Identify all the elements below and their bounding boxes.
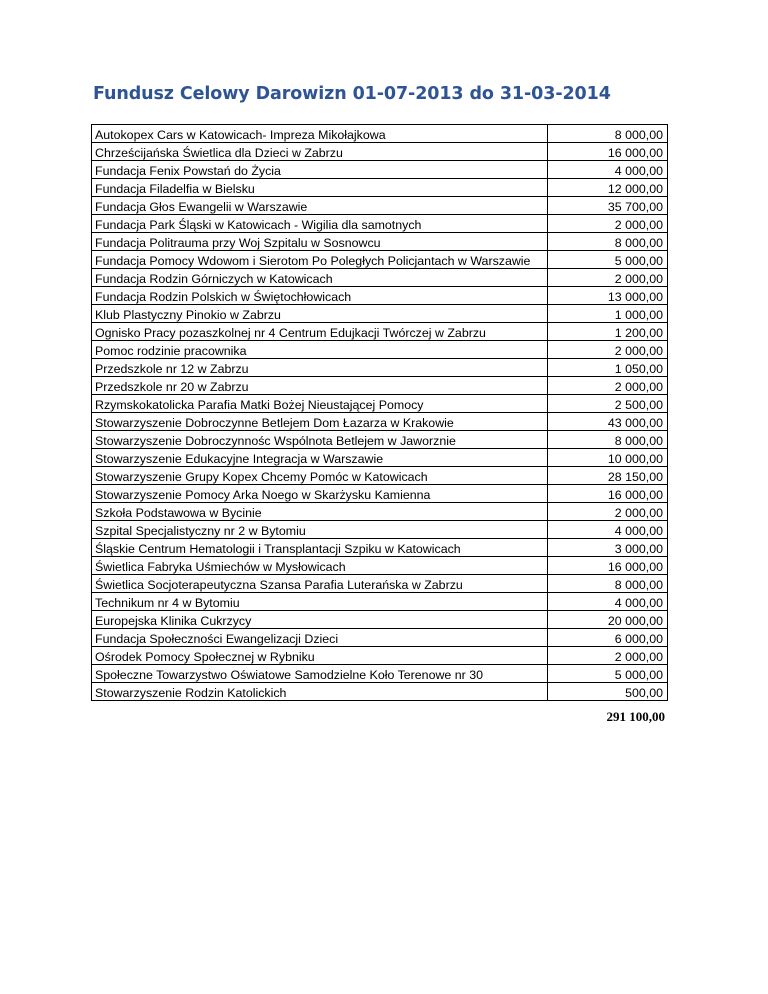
recipient-name: Szpital Specjalistyczny nr 2 w Bytomiu [92,521,548,539]
recipient-name: Szkoła Podstawowa w Bycinie [92,503,548,521]
table-row [92,197,668,215]
table-row [92,647,668,665]
table-row [92,143,668,161]
table-row [92,377,668,395]
donation-amount: 4 000,00 [548,593,668,611]
recipient-name: Chrześcijańska Świetlica dla Dzieci w Zabrzu [92,143,548,161]
table-row [92,683,668,701]
table-row [92,449,668,467]
donation-amount: 2 000,00 [548,215,668,233]
recipient-name: Rzymskokatolicka Parafia Matki Bożej Nieustającej Pomocy [92,395,548,413]
recipient-name: Przedszkole nr 12 w Zabrzu [92,359,548,377]
recipient-name: Przedszkole nr 20 w Zabrzu [92,377,548,395]
table-row [92,305,668,323]
recipient-name: Fundacja Fenix Powstań do Życia [92,161,548,179]
recipient-name: Fundacja Głos Ewangelii w Warszawie [92,197,548,215]
donation-amount: 28 150,00 [548,467,668,485]
recipient-name: Ośrodek Pomocy Społecznej w Rybniku [92,647,548,665]
table-row [92,665,668,683]
donation-amount: 1 200,00 [548,323,668,341]
table-row [92,575,668,593]
donation-amount: 2 000,00 [548,341,668,359]
donation-amount: 500,00 [548,683,668,701]
donation-amount: 2 000,00 [548,269,668,287]
table-row [92,323,668,341]
table-row [92,467,668,485]
table-row [92,179,668,197]
donation-amount: 8 000,00 [548,575,668,593]
table-row [92,431,668,449]
table-row [92,503,668,521]
table-row [92,629,668,647]
recipient-name: Stowarzyszenie Edukacyjne Integracja w Warszawie [92,449,548,467]
recipient-name: Stowarzyszenie Grupy Kopex Chcemy Pomóc w Katowicach [92,467,548,485]
total-amount: 291 100,00 [606,709,665,724]
donation-amount: 5 000,00 [548,665,668,683]
recipient-name: Fundacja Filadelfia w Bielsku [92,179,548,197]
recipient-name: Stowarzyszenie Dobroczynne Betlejem Dom Łazarza w Krakowie [92,413,548,431]
table-row [92,593,668,611]
donation-amount: 4 000,00 [548,521,668,539]
recipient-name: Fundacja Społeczności Ewangelizacji Dzieci [92,629,548,647]
donation-amount: 16 000,00 [548,557,668,575]
donation-amount: 10 000,00 [548,449,668,467]
recipient-name: Fundacja Politrauma przy Woj Szpitalu w Sosnowcu [92,233,548,251]
donation-amount: 1 000,00 [548,305,668,323]
table-row [92,557,668,575]
donation-amount: 5 000,00 [548,251,668,269]
donations-table [91,124,668,701]
table-row [92,251,668,269]
table-row [92,395,668,413]
donation-amount: 16 000,00 [548,485,668,503]
donation-amount: 16 000,00 [548,143,668,161]
recipient-name: Społeczne Towarzystwo Oświatowe Samodzielne Koło Terenowe nr 30 [92,665,548,683]
donation-amount: 20 000,00 [548,611,668,629]
recipient-name: Europejska Klinika Cukrzycy [92,611,548,629]
recipient-name: Stowarzyszenie Rodzin Katolickich [92,683,548,701]
table-row [92,269,668,287]
table-row [92,341,668,359]
table-row [92,161,668,179]
donation-amount: 35 700,00 [548,197,668,215]
donation-amount: 13 000,00 [548,287,668,305]
recipient-name: Fundacja Rodzin Górniczych w Katowicach [92,269,548,287]
donation-amount: 8 000,00 [548,233,668,251]
recipient-name: Ognisko Pracy pozaszkolnej nr 4 Centrum Edujkacji Twórczej w Zabrzu [92,323,548,341]
recipient-name: Świetlica Fabryka Uśmiechów w Mysłowicach [92,557,548,575]
table-row [92,287,668,305]
donation-amount: 6 000,00 [548,629,668,647]
donation-amount: 8 000,00 [548,125,668,143]
recipient-name: Klub Plastyczny Pinokio w Zabrzu [92,305,548,323]
recipient-name: Stowarzyszenie Dobroczynnośc Wspólnota Betlejem w Jaworznie [92,431,548,449]
donation-amount: 2 000,00 [548,503,668,521]
donation-amount: 2 500,00 [548,395,668,413]
table-row [92,413,668,431]
donation-amount: 1 050,00 [548,359,668,377]
donation-amount: 3 000,00 [548,539,668,557]
table-row [92,485,668,503]
recipient-name: Technikum nr 4 w Bytomiu [92,593,548,611]
recipient-name: Fundacja Pomocy Wdowom i Sierotom Po Poległych Policjantach w Warszawie [92,251,548,269]
page-title: Fundusz Celowy Darowizn 01-07-2013 do 31-03-2014 [93,84,611,104]
recipient-name: Świetlica Socjoterapeutyczna Szansa Parafia Luterańska w Zabrzu [92,575,548,593]
table-row [92,215,668,233]
recipient-name: Autokopex Cars w Katowicach- Impreza Mikołajkowa [92,125,548,143]
table-row [92,125,668,143]
table-row [92,521,668,539]
recipient-name: Śląskie Centrum Hematologii i Transplantacji Szpiku w Katowicach [92,539,548,557]
recipient-name: Stowarzyszenie Pomocy Arka Noego w Skarżysku Kamienna [92,485,548,503]
recipient-name: Pomoc rodzinie pracownika [92,341,548,359]
donation-amount: 4 000,00 [548,161,668,179]
table-row [92,539,668,557]
donation-amount: 43 000,00 [548,413,668,431]
table-row [92,359,668,377]
donation-amount: 8 000,00 [548,431,668,449]
donation-amount: 2 000,00 [548,647,668,665]
table-row [92,611,668,629]
table-row [92,233,668,251]
donation-amount: 2 000,00 [548,377,668,395]
recipient-name: Fundacja Park Śląski w Katowicach - Wigilia dla samotnych [92,215,548,233]
donation-amount: 12 000,00 [548,179,668,197]
recipient-name: Fundacja Rodzin Polskich w Świętochłowicach [92,287,548,305]
